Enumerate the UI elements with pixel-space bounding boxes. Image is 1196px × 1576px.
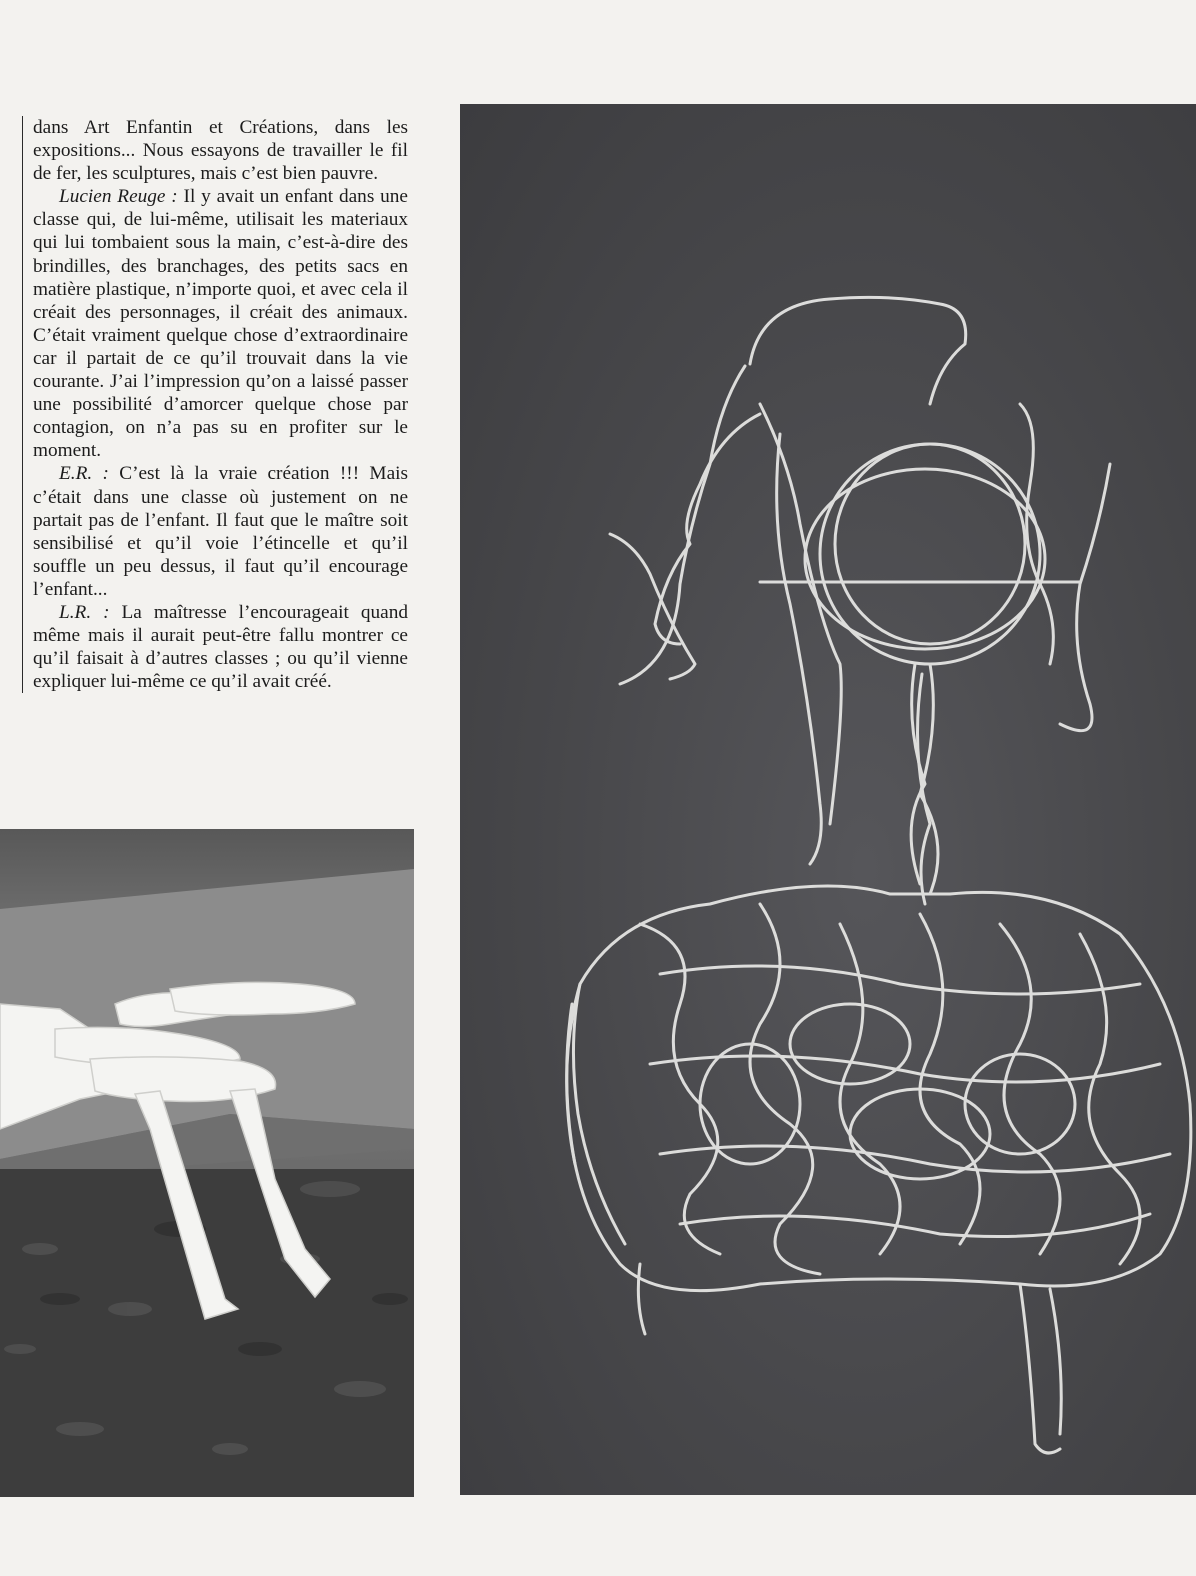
paragraph-4	[33, 601, 408, 693]
paragraph-3-text: C’est là la vraie création !!! Mais c’était dans une classe où justement on ne partait pas de l’enfant. Il faut que le maître soit sensibilisé et qu’il voie l’étincelle et qu’il souffle un peu dessus, il faut qu’il encourage l’enfant...	[33, 463, 408, 600]
speaker-er: E.R. :	[59, 463, 109, 485]
sculpture-photo-image	[0, 829, 414, 1497]
speaker-lr: L.R. :	[59, 601, 110, 623]
paragraph-3	[33, 462, 408, 601]
wire-sculpture-photo-image	[460, 104, 1196, 1495]
paragraph-4-text: La maîtresse l’encourageait quand même mais il aurait peut-être fallu montrer ce qu’il faisait à d’autres classes ; ou qu’il vienne expliquer lui-même ce qu’il avait créé.	[33, 601, 408, 693]
speaker-lucien-reuge: Lucien Reuge :	[59, 186, 178, 208]
paragraph-2-text: Il y avait un enfant dans une classe qui, de lui-même, utilisait les materiaux qui lui tombaient sous la main, c’est-à-dire des brindilles, des branchages, des petits sacs en matière plastique, n’importe quoi, et avec cela il créait des personnages, il créait des animaux. C’était vraiment quelque chose d’extraordinaire car il partait de ce qu’il trouvait dans la vie courante. J’ai l’impression qu’on a laissé passer une possibilité d’amorcer quelque chose par contagion, on n’a pas su en profiter sur le moment.	[33, 186, 408, 462]
wire-sculpture-photo	[460, 104, 1196, 1495]
paragraph-1	[33, 116, 408, 185]
sculpture-photo	[0, 829, 414, 1497]
paragraph-2	[33, 185, 408, 462]
article-text-column	[22, 116, 408, 693]
paragraph-1-text: dans Art Enfantin et Créations, dans les expositions... Nous essayons de travailler le fil de fer, les sculptures, mais c’est bien pauvre.	[33, 117, 408, 185]
